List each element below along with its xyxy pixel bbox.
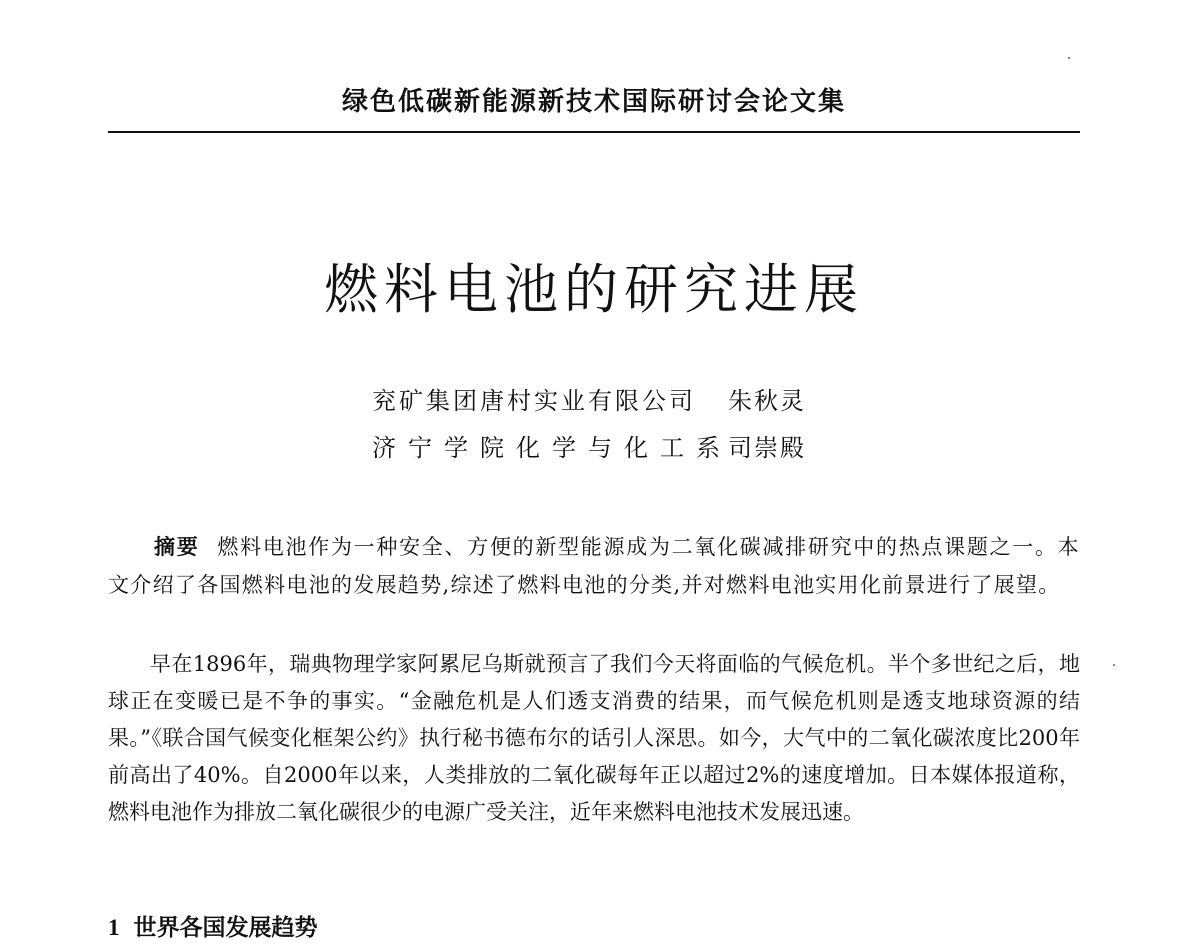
section-number: 1	[108, 915, 120, 940]
section-title: 世界各国发展趋势	[133, 915, 318, 941]
author-row	[372, 431, 806, 465]
abstract-label: 摘要	[154, 535, 200, 559]
header-rule	[108, 131, 1080, 133]
running-header: 绿色低碳新能源新技术国际研讨会论文集	[341, 87, 846, 117]
paper-title: 燃料电池的研究进展	[324, 258, 864, 321]
body-paragraph: 早在1896年，瑞典物理学家阿累尼乌斯就预言了我们今天将面临的气候危机。半个多世纪之后，地球正在变暖已是不争的事实。“金融危机是人们透支消费的结果，而气候危机则是透支地球资源的结果。”《联合国气候变化框架公约》执行秘书德布尔的话引人深思。如今，大气中的二氧化碳浓度比200年前高出了40%。自2000年以来，人类排放的二氧化碳每年正以超过2%的速度增加。日本媒体报道称，燃料电池作为排放二氧化碳很少的电源广受关注，近年来燃料电池技术发展迅速。	[108, 652, 1080, 824]
scan-speck	[1113, 664, 1115, 666]
author-affiliation: 兖矿集团唐村实业有限公司	[372, 387, 696, 415]
author-name: 朱秋灵	[728, 387, 806, 415]
section-heading	[108, 910, 318, 946]
abstract	[108, 528, 1080, 604]
author-affiliation: 济宁学院化学与化工系	[372, 434, 732, 462]
author-row	[372, 384, 806, 418]
abstract-text: 燃料电池作为一种安全、方便的新型能源成为二氧化碳减排研究中的热点课题之一。本文介绍了各国燃料电池的发展趋势,综述了燃料电池的分类,并对燃料电池实用化前景进行了展望。	[108, 535, 1080, 597]
author-name: 司崇殿	[728, 434, 806, 462]
scan-speck	[1068, 57, 1070, 59]
